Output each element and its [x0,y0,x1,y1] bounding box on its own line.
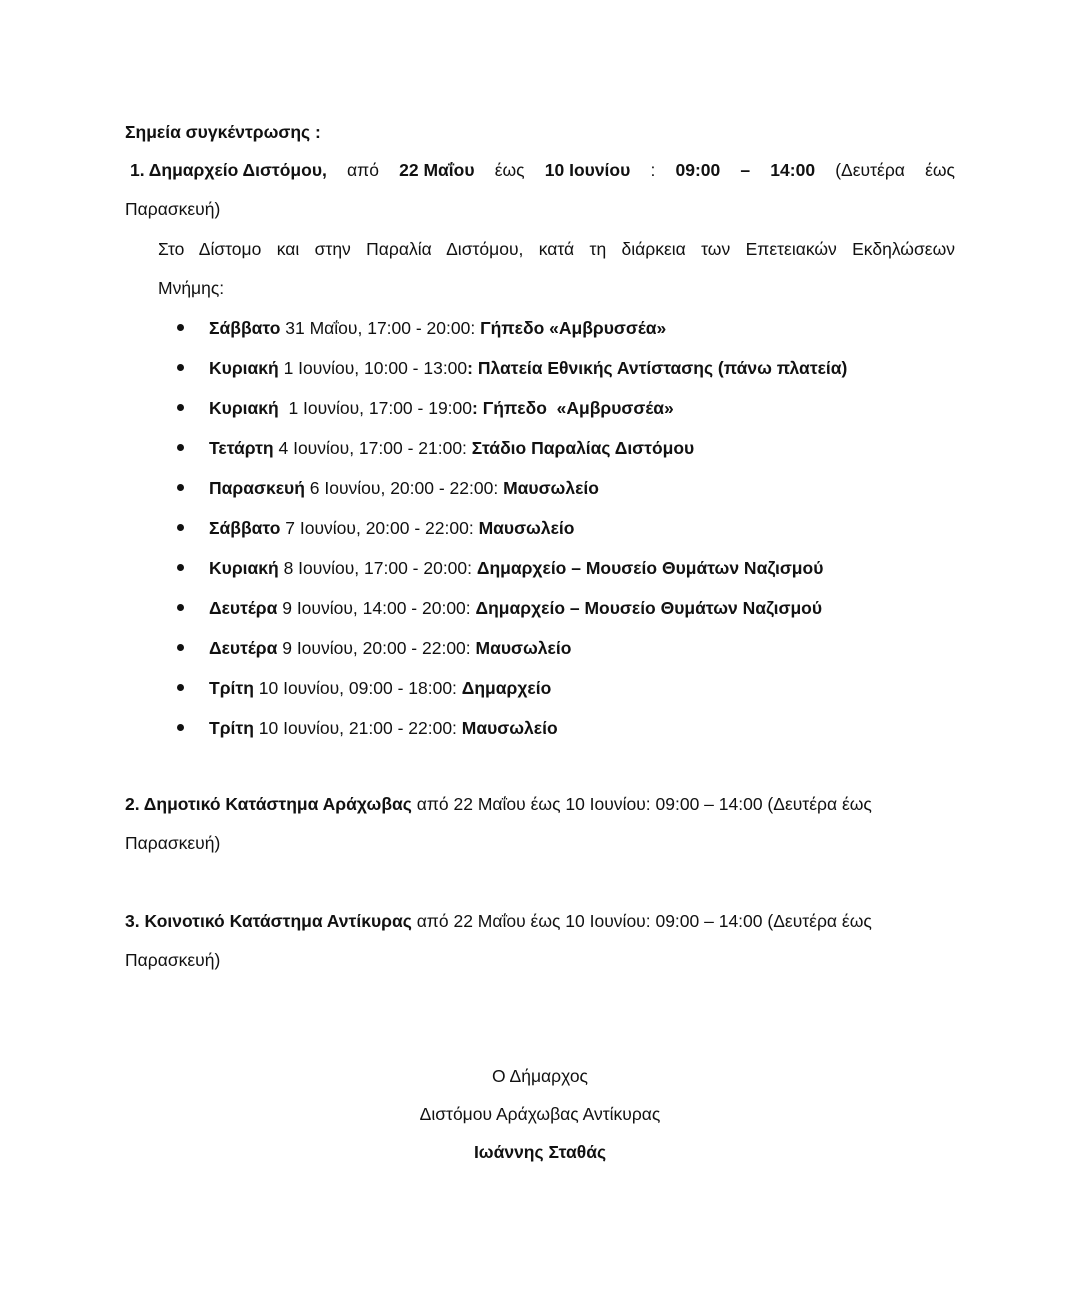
item1-word: 09:00 [675,160,721,180]
event-place: : Γήπεδο «Αμβρυσσέα» [472,398,674,418]
event-item [177,396,674,420]
event-place: Μαυσωλείο [461,718,558,738]
item1-word: – [740,160,751,180]
event-item [177,516,574,540]
event-day: Κυριακή [209,398,279,418]
item1-intro-line1: Στο Δίστομο και στην Παραλία Διστόμου, κατά τη διάρκεια των Επετειακών Εκδηλώσεων [158,239,955,259]
signature-name: Ιωάννης Σταθάς [473,1142,607,1162]
event-date-time: 10 Ιουνίου, 09:00 - 18:00: [253,678,462,698]
item1-word: (Δευτέρα [835,160,905,180]
signature-role: Ο Δήμαρχος [492,1066,588,1086]
event-item [177,596,822,620]
event-day: Τρίτη [209,678,254,698]
item1-word: 14:00 [770,160,816,180]
item2-line1 [125,792,955,816]
item3-line2: Παρασκευή) [125,950,221,970]
event-item [177,436,694,460]
event-day: Τρίτη [209,718,254,738]
event-place: Δημαρχείο [461,678,552,698]
item2-details: από 22 Μαΐου έως 10 Ιουνίου: 09:00 – 14:00 (Δευτέρα έως [411,794,872,814]
bullet-icon [177,364,184,371]
event-date-time: 9 Ιουνίου, 14:00 - 20:00: [277,598,476,618]
event-day: Τετάρτη [209,438,274,458]
item3-details: από 22 Μαΐου έως 10 Ιουνίου: 09:00 – 14:00 (Δευτέρα έως [411,911,872,931]
event-place: Μαυσωλείο [475,638,572,658]
item3-line1 [125,909,955,933]
event-item [177,636,571,660]
bullet-icon [177,404,184,411]
event-place: Γήπεδο «Αμβρυσσέα» [480,318,667,338]
bullet-icon [177,324,184,331]
event-item [177,716,558,740]
event-date-time: 4 Ιουνίου, 17:00 - 21:00: [273,438,472,458]
item1-line1 [130,158,955,182]
item1-word: : [650,160,656,180]
event-date-time: 9 Ιουνίου, 20:00 - 22:00: [277,638,476,658]
event-day: Παρασκευή [209,478,305,498]
event-day: Δευτέρα [209,638,278,658]
item1-word: έως [494,160,525,180]
section-heading: Σημεία συγκέντρωσης : [125,122,321,142]
event-date-time: 6 Ιουνίου, 20:00 - 22:00: [304,478,504,498]
event-day: Σάββατο [209,318,281,338]
event-day: Δευτέρα [209,598,278,618]
bullet-icon [177,564,184,571]
event-date-time: 7 Ιουνίου, 20:00 - 22:00: [280,518,479,538]
signature-municipality: Διστόμου Αράχωβας Αντίκυρας [419,1104,661,1124]
event-item [177,356,847,380]
bullet-icon [177,684,184,691]
item1-word: έως [925,160,955,180]
event-date-time: 8 Ιουνίου, 17:00 - 20:00: [278,558,477,578]
bullet-icon [177,444,184,451]
event-item [177,476,599,500]
event-item [177,316,666,340]
bullet-icon [177,644,184,651]
event-place: Στάδιο Παραλίας Διστόμου [471,438,695,458]
event-place: : Πλατεία Εθνικής Αντίστασης (πάνω πλατεία) [467,358,848,378]
event-day: Κυριακή [209,358,279,378]
bullet-icon [177,604,184,611]
item1-line2: Παρασκευή) [125,199,221,219]
event-place: Μαυσωλείο [503,478,599,498]
event-date-time: 31 Μαΐου, 17:00 - 20:00: [280,318,481,338]
item2-title: 2. Δημοτικό Κατάστημα Αράχωβας [125,794,412,814]
item1-word: 10 Ιουνίου [544,160,631,180]
event-day: Σάββατο [209,518,281,538]
event-day: Κυριακή [209,558,279,578]
event-date-time: 1 Ιουνίου, 10:00 - 13:00 [278,358,468,378]
event-item [177,556,823,580]
event-place: Δημαρχείο – Μουσείο Θυμάτων Ναζισμού [476,558,824,578]
event-date-time: 10 Ιουνίου, 21:00 - 22:00: [253,718,462,738]
event-item [177,676,551,700]
event-place: Μαυσωλείο [478,518,575,538]
bullet-icon [177,724,184,731]
item1-word: 1. Δημαρχείο Διστόμου, [130,160,327,180]
item1-word: από [347,160,379,180]
item2-line2: Παρασκευή) [125,833,221,853]
event-place: Δημαρχείο – Μουσείο Θυμάτων Ναζισμού [475,598,823,618]
item3-title: 3. Κοινοτικό Κατάστημα Αντίκυρας [125,911,412,931]
bullet-icon [177,524,184,531]
event-date-time: 1 Ιουνίου, 17:00 - 19:00 [278,398,473,418]
bullet-icon [177,484,184,491]
item1-word: 22 Μαΐου [399,160,475,180]
item1-intro-line2: Μνήμης: [158,278,225,298]
